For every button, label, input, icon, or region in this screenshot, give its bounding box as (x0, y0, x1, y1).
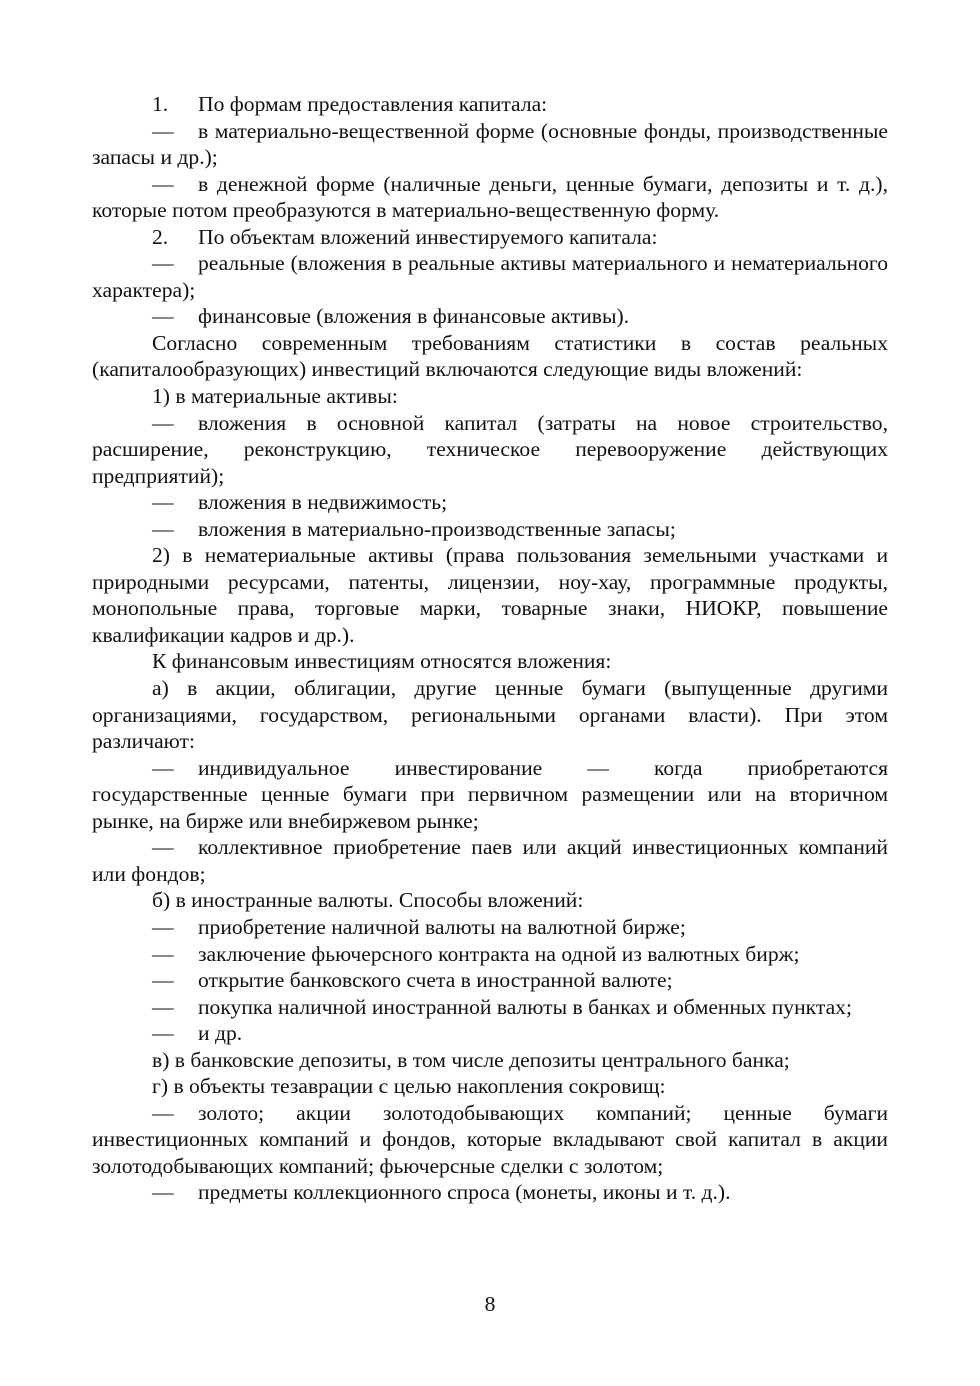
numbered-item-2 (92, 224, 888, 251)
dash-marker: — (152, 304, 174, 329)
dash-marker: — (152, 516, 174, 541)
bullet-item (92, 967, 888, 994)
paragraph: а) в акции, облигации, другие ценные бумаги (выпущенные другими организациями, государством, региональными органами власти). При этом различают: (92, 676, 888, 754)
dash-marker: — (152, 490, 174, 515)
bullet-item (92, 171, 888, 224)
bullet-item (92, 410, 888, 490)
bullet-text: реальные (вложения в реальные активы материального и нематериального характера); (92, 251, 888, 302)
bullet-text: предметы коллекционного спроса (монеты, иконы и т. д.). (198, 1180, 731, 1205)
paragraph: г) в объекты тезаврации с целью накопления сокровищ: (152, 1074, 666, 1099)
dash-marker: — (152, 755, 174, 780)
bullet-text: покупка наличной иностранной валюты в банках и обменных пунктах; (198, 994, 852, 1019)
paragraph: 2) в нематериальные активы (права пользования земельными участками и природными ресурсами, патенты, лицензии, ноу-хау, программные продукты, монопольные права, торговые марки, товарные знаки, НИОКР, повышение квалификации кадров и др.). (92, 543, 888, 647)
item-text: По объектам вложений инвестируемого капитала: (198, 224, 658, 249)
item-number: 1. (152, 92, 169, 116)
dash-marker: — (152, 410, 174, 435)
dash-marker: — (152, 994, 174, 1019)
bullet-item (92, 994, 888, 1021)
paragraph: 1) в материальные активы: (152, 384, 398, 409)
bullet-item (92, 250, 888, 303)
dash-marker: — (152, 1021, 174, 1046)
paragraph: в) в банковские депозиты, в том числе депозиты центрального банка; (152, 1047, 790, 1072)
dash-marker: — (152, 1100, 174, 1125)
bullet-text: коллективное приобретение паев или акций инвестиционных компаний или фондов; (92, 835, 888, 886)
bullet-text: вложения в материально-производственные запасы; (198, 516, 676, 541)
bullet-text: в денежной форме (наличные деньги, ценные бумаги, депозиты и т. д.), которые потом преобразуются в материально-вещественную форму. (92, 171, 888, 223)
bullet-item (92, 1020, 888, 1047)
bullet-text: золото; акции золотодобывающих компаний; ценные бумаги инвестиционных компаний и фондов, которые вкладывают свой капитал в акции золотодобывающих компаний; фьючерсные сделки с золотом; (92, 1100, 888, 1178)
bullet-item (92, 914, 888, 941)
paragraph: Согласно современным требованиям статистики в состав реальных (капиталообразующих) инвестиций включаются следующие виды вложений: (92, 330, 888, 382)
document-page (92, 91, 888, 1206)
bullet-text: заключение фьючерсного контракта на одной из валютных бирж; (198, 941, 800, 966)
bullet-item (92, 489, 888, 516)
bullet-text: в материально-вещественной форме (основные фонды, производственные запасы и др.); (92, 118, 888, 170)
bullet-text: приобретение наличной валюты на валютной бирже; (198, 914, 686, 939)
item-text: По формам предоставления капитала: (198, 92, 548, 116)
bullet-item (92, 118, 888, 171)
bullet-text: вложения в основной капитал (затраты на новое строительство, расширение, реконструкцию, техническое перевооружение действующих предприятий); (92, 410, 888, 488)
numbered-item-1 (92, 91, 888, 118)
bullet-item (92, 941, 888, 968)
dash-marker: — (152, 968, 174, 993)
bullet-text: и др. (198, 1021, 243, 1046)
item-number: 2. (152, 224, 169, 249)
bullet-text: вложения в недвижимость; (198, 490, 448, 515)
bullet-item (92, 516, 888, 543)
bullet-text: финансовые (вложения в финансовые активы). (198, 304, 630, 329)
bullet-item (92, 755, 888, 835)
dash-marker: — (152, 251, 174, 276)
bullet-text: открытие банковского счета в иностранной валюте; (198, 968, 673, 993)
paragraph: К финансовым инвестициям относятся вложения: (152, 649, 612, 674)
bullet-item (92, 1179, 888, 1206)
bullet-item (92, 1100, 888, 1180)
dash-marker: — (152, 1180, 174, 1205)
dash-marker: — (152, 941, 174, 966)
bullet-text: индивидуальное инвестирование — когда приобретаются государственные ценные бумаги при первичном размещении или на вторичном рынке, на бирже или внебиржевом рынке; (92, 755, 888, 833)
dash-marker: — (152, 118, 174, 143)
dash-marker: — (152, 914, 174, 939)
page-number: 8 (484, 1292, 496, 1316)
paragraph: б) в иностранные валюты. Способы вложений: (152, 888, 584, 913)
bullet-item (92, 303, 888, 330)
bullet-item (92, 834, 888, 887)
dash-marker: — (152, 171, 174, 196)
dash-marker: — (152, 835, 174, 860)
